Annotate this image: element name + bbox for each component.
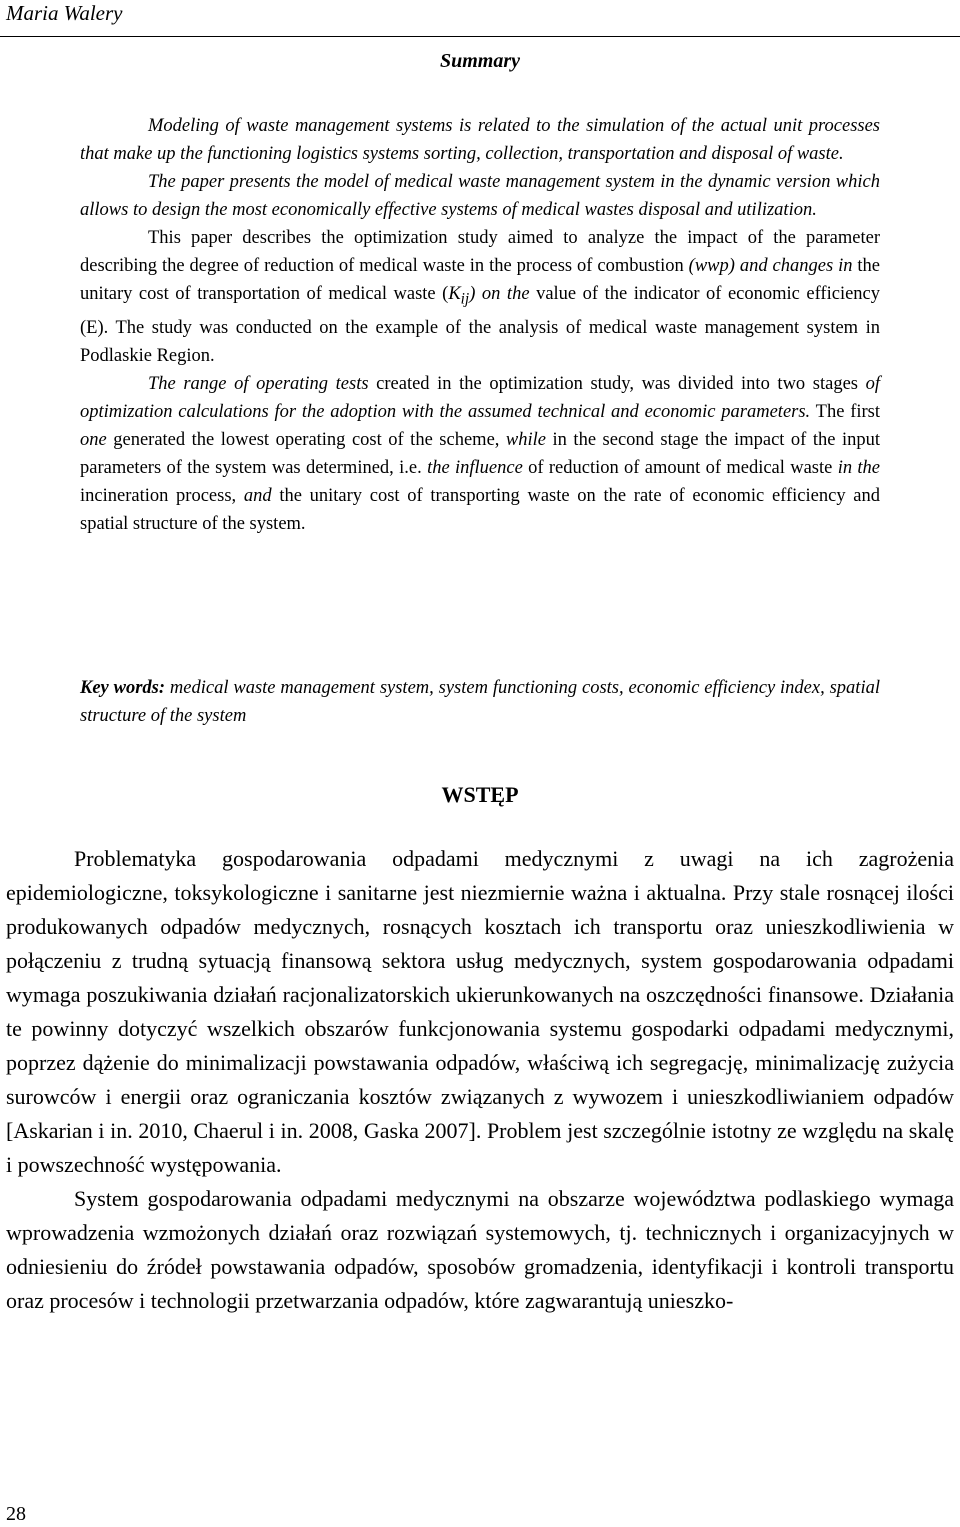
author-name: Maria Walery xyxy=(6,1,123,25)
text-run-italic: while xyxy=(505,429,547,450)
running-header xyxy=(0,0,960,37)
text-run-italic: in the xyxy=(837,457,881,478)
abstract-paragraph-4 xyxy=(80,370,880,538)
text-run: in the second stage the impact of the input parameters of the system was determined, i.e. xyxy=(80,429,880,478)
text-run: the unitary cost of transportation of medical waste ( xyxy=(80,256,881,304)
text-run-italic: The range of operating tests xyxy=(148,373,369,394)
text-run: the unitary cost of transporting waste on the rate of economic efficiency and spatial structure of the system. xyxy=(80,485,880,534)
abstract-paragraph-1: Modeling of waste management systems is related to the simulation of the actual unit processes that make up the functioning logistics systems sorting, collection, transportation and disposal of waste. xyxy=(80,116,880,164)
keywords xyxy=(80,674,880,730)
abstract-paragraph-3 xyxy=(80,224,880,370)
text-run-italic: one xyxy=(80,429,107,450)
variable-k: K xyxy=(448,284,461,304)
text-run: value of the indicator of economic efficiency (E). The study was conducted on the example of the analysis of medical waste management system in Podlaskie Region. xyxy=(80,284,881,366)
body-paragraph-1: Problematyka gospodarowania odpadami medycznymi z uwagi na ich zagrożenia epidemiologiczne, toksykologiczne i sanitarne jest niezmiernie ważna i aktualna. Przy stale rosnącej ilości produkowanych odpadów medycznych, rosnących kosztach ich transportu oraz unieszkodliwienia w połączeniu z trudną sytuacją finansową sektora usług medycznych, system gospodarowania odpadami wymaga poszukiwania działań racjonalizatorskich ukierunkowanych na oszczędności finansowe. Działania te powinny dotyczyć wszelkich obszarów funkcjonowania systemu gospodarki odpadami medycznymi, poprzez dążenie do minimalizacji powstawania odpadów, właściwą ich segregację, minimalizację zużycia surowców i energii oraz ograniczania kosztów związanych z wywozem i unieszkodliwianiem odpadów [Askarian i in. 2010, Chaerul i in. 2008, Gaska 2007]. Problem jest szczególnie istotny ze względu na skalę i powszechność występowania. xyxy=(6,846,954,1177)
summary-abstract xyxy=(80,112,880,538)
keywords-text: medical waste management system, system functioning costs, economic efficiency index, spatial structure of the system xyxy=(80,678,880,726)
text-run: generated the lowest operating cost of the scheme, xyxy=(106,429,506,450)
text-run-italic: (wwp) and changes in xyxy=(688,256,853,276)
text-run-italic: and xyxy=(243,485,272,506)
text-run: incineration process, xyxy=(80,485,244,506)
text-run-italic: of optimization calculations for the adoption with the assumed technical and economic parameters. xyxy=(80,373,880,422)
variable-subscript: ij xyxy=(460,290,470,308)
text-run: of reduction of amount of medical waste xyxy=(522,457,838,478)
abstract-paragraph-2: The paper presents the model of medical waste management system in the dynamic version which allows to design the most economically effective systems of medical wastes disposal and utilization. xyxy=(80,172,880,220)
text-run-italic: ) on the xyxy=(469,284,530,304)
section-title: WSTĘP xyxy=(441,782,519,807)
text-run-italic: the influence xyxy=(427,457,523,478)
page-number: 28 xyxy=(6,1503,26,1525)
section-body xyxy=(6,842,954,1318)
summary-title: Summary xyxy=(439,50,521,72)
text-run: This paper describes the optimization study aimed to analyze the impact of the parameter describing the degree of reduction of medical waste in the process of combustion xyxy=(80,228,880,276)
text-run: The first xyxy=(810,401,881,422)
body-paragraph-2: System gospodarowania odpadami medycznymi na obszarze województwa podlaskiego wymaga wprowadzenia wzmożonych działań oraz rozwiązań systemowych, tj. technicznych i organizacyjnych w odniesieniu do źródeł powstawania odpadów, sposobów gromadzenia, identyfikacji i kontroli transportu oraz procesów i technologii przetwarzania odpadów, które zagwarantują unieszko- xyxy=(6,1186,954,1313)
keywords-label: Key words: xyxy=(80,678,166,698)
text-run: created in the optimization study, was divided into two stages xyxy=(368,373,866,394)
